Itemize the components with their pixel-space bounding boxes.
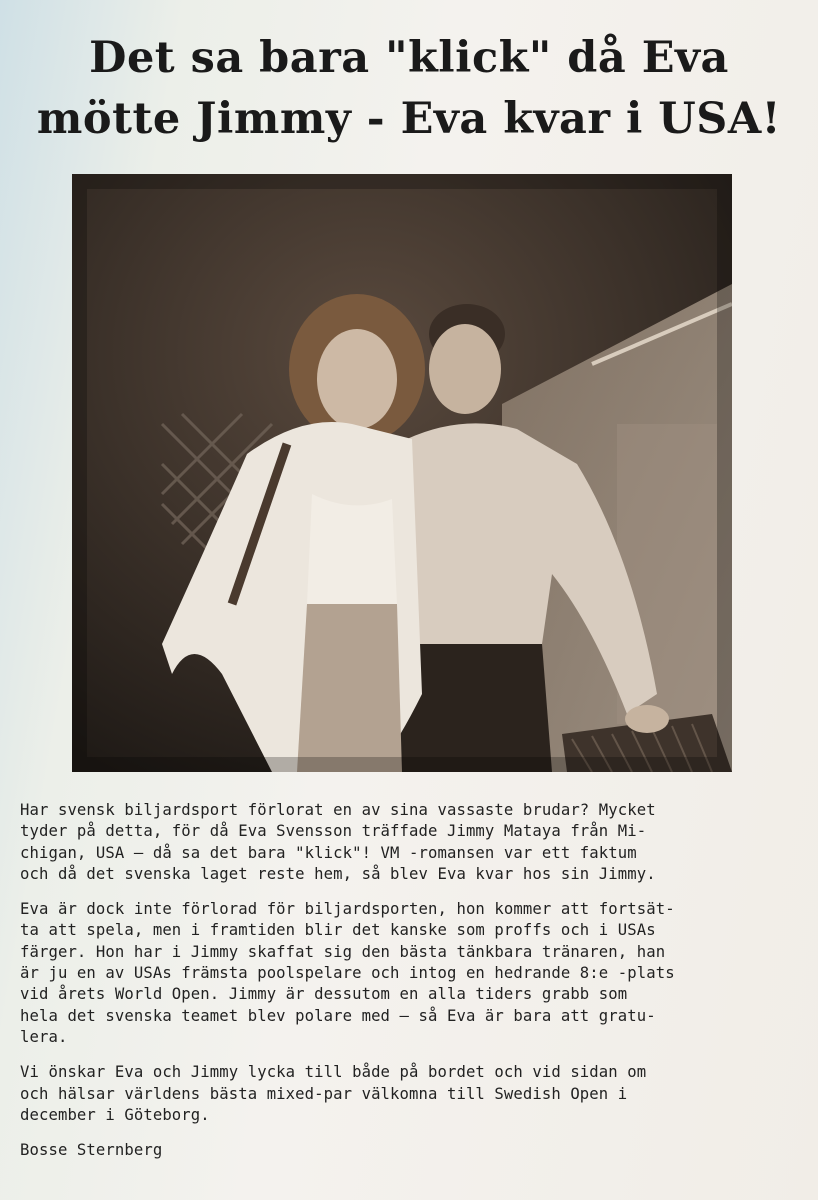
article-paragraph-3: Vi önskar Eva och Jimmy lycka till både på bordet och vid sidan om och hälsar världens bästa mixed-par välkomna till Swedish Open i december i Göteborg. xyxy=(20,1063,647,1124)
article-body xyxy=(20,800,810,1161)
article-headline xyxy=(20,28,798,150)
article-paragraph-1: Har svensk biljardsport förlorat en av sina vassaste brudar? Mycket tyder på detta, för då Eva Svensson träffade Jimmy Mataya från Mi- chigan, USA — då sa det bara "klick"! VM -romansen var ett faktum och då det svenska laget reste hem, så blev Eva kvar hos sin Jimmy. xyxy=(20,801,656,883)
article-paragraph-2: Eva är dock inte förlorad för biljardsporten, hon kommer att fortsät- ta att spela, men i framtiden blir det kanske som proffs och i USAs färger. Hon har i Jimmy skaffat sig den bästa tänkbara tränaren, han är ju en av USAs främsta poolspelare och intog en hedrande 8:e -plats vid årets World Open. Jimmy är dessutom en alla tiders grabb som hela det svenska teamet blev polare med — så Eva är bara att gratu- lera. xyxy=(20,900,675,1046)
author-signature: Bosse Sternberg xyxy=(20,1141,163,1160)
article-photo xyxy=(72,174,732,772)
headline-line-2: mötte Jimmy - Eva kvar i USA! xyxy=(36,94,782,144)
headline-line-1: Det sa bara "klick" då Eva xyxy=(89,33,729,83)
